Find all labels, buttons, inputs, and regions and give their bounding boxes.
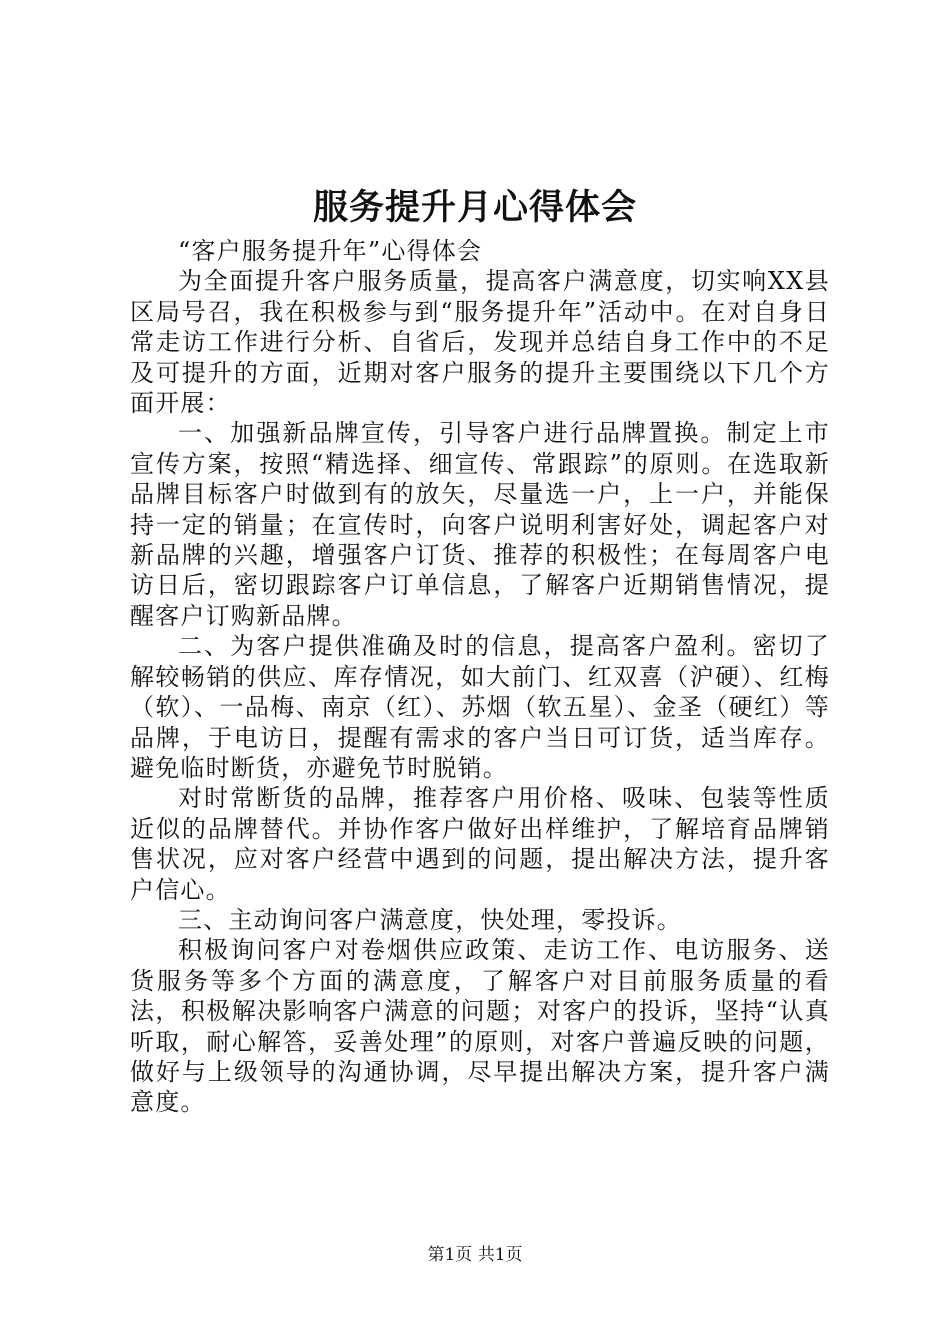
paragraph-section-3: 三、主动询问客户满意度，快处理，零投诉。 bbox=[178, 905, 682, 934]
paragraph-section-2: 二、为客户提供准确及时的信息，提高客户盈利。密切了解较畅销的供应、库存情况，如大前门、红双喜（沪硬）、红梅（软）、一品梅、南京（红）、苏烟（软五星）、金圣（硬红）等品牌，于电访日，提醒有需求的客户当日可订货，适当库存。避免临时断货，亦避免节时脱销。 bbox=[130, 632, 830, 782]
paragraph-section-2-cont: 对时常断货的品牌，推荐客户用价格、吸味、包装等性质近似的品牌替代。并协作客户做好出样维护，了解培育品牌销售状况，应对客户经营中遇到的问题，提出解决方法，提升客户信心。 bbox=[130, 784, 830, 904]
paragraph-subtitle: “客户服务提升年”心得体会 bbox=[178, 237, 483, 265]
paragraph-section-3-cont: 积极询问客户对卷烟供应政策、走访工作、电访服务、送货服务等多个方面的满意度，了解客户对目前服务质量的看法，积极解决影响客户满意的问题；对客户的投诉，坚持“认真听取，耐心解答，妥善处理”的原则，对客户普遍反映的问题，做好与上级领导的沟通协调，尽早提出解决方案，提升客户满意度。 bbox=[130, 936, 830, 1117]
document-body bbox=[130, 236, 830, 1118]
document-title: 服务提升月心得体会 bbox=[312, 187, 637, 228]
paragraph-section-1: 一、加强新品牌宣传，引导客户进行品牌置换。制定上市宣传方案，按照“精选择、细宣传、常跟踪”的原则。在选取新品牌目标客户时做到有的放矢，尽量选一户，上一户，并能保持一定的销量；在宣传时，向客户说明利害好处，调起客户对新品牌的兴趣，增强客户订货、推荐的积极性；在每周客户电访日后，密切跟踪客户订单信息，了解客户近期销售情况，提醒客户订购新品牌。 bbox=[130, 419, 830, 630]
page-footer: 第1页 共1页 bbox=[427, 1245, 523, 1265]
paragraph-intro: 为全面提升客户服务质量，提高客户满意度，切实响XX县区局号召，我在积极参与到“服务提升年”活动中。在对自身日常走访工作进行分析、自省后，发现并总结自身工作中的不足及可提升的方面，近期对客户服务的提升主要围绕以下几个方面开展： bbox=[130, 267, 830, 418]
